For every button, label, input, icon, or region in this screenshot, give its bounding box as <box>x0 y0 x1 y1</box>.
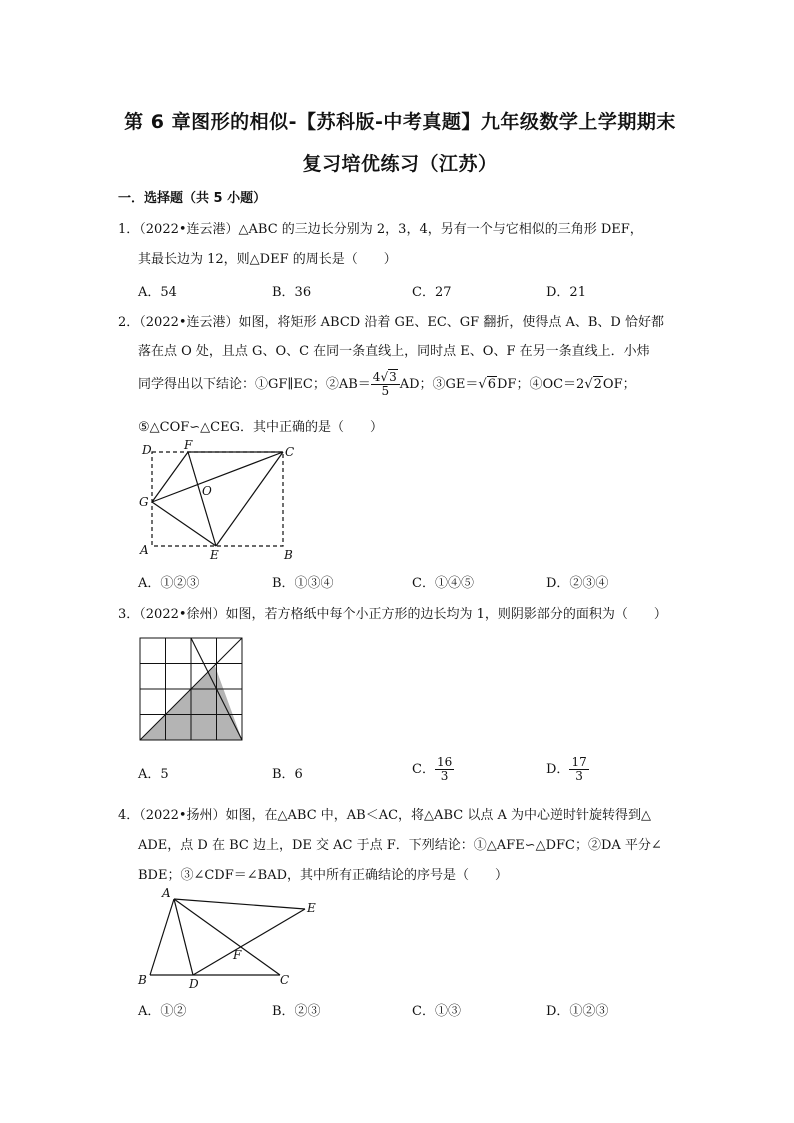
q2-option-b[interactable]: B．①③④ <box>272 576 334 591</box>
q3-option-c-fraction <box>435 756 454 783</box>
q4-label-d: D <box>189 977 199 991</box>
q2-fraction-ab: $\frac{4√3}{5}$ <box>371 371 400 398</box>
q4-text-line1: 4．（2022•扬州）如图，在△ABC 中，AB＜AC，将△ABC 以点 A 为中心逆时针旋转得到△ <box>118 808 651 823</box>
q2-option-a[interactable]: A．①②③ <box>138 576 200 591</box>
q2-label-c: C <box>285 445 295 459</box>
q2-text-line4: ⑤△COF∽△CEG．其中正确的是（ ） <box>138 420 383 435</box>
q2-line-ec <box>216 452 283 546</box>
q2-text-line3d: OF； <box>602 377 636 392</box>
q2-frac-num-coef: 4 <box>372 370 381 384</box>
q2-option-d[interactable]: D．②③④ <box>546 576 609 591</box>
q4-label-f: F <box>233 948 242 962</box>
q4-line-ab <box>150 899 174 975</box>
q2-text-line3a: 同学得出以下结论：①GF∥EC；②AB＝ <box>138 377 371 392</box>
q4-label-b: B <box>138 973 147 987</box>
q4-triangle-figure <box>130 884 330 992</box>
q3-option-d-prefix: D． <box>546 762 570 777</box>
q3-option-b[interactable]: B．6 <box>272 767 303 782</box>
q1-option-c[interactable]: C．27 <box>412 285 452 300</box>
q3-option-d-den: 3 <box>575 769 583 783</box>
q3-option-a[interactable]: A．5 <box>138 767 169 782</box>
q2-rectangle-figure <box>130 440 300 565</box>
q2-label-d: D <box>142 443 152 457</box>
q3-option-d-fraction <box>569 756 588 783</box>
page-title-line1: 第 6 章图形的相似-【苏科版-中考真题】九年级数学上学期期末 <box>124 111 676 133</box>
q1-text-line2: 其最长边为 12，则△DEF 的周长是（ ） <box>138 252 397 267</box>
q1-option-a[interactable]: A．54 <box>138 285 177 300</box>
q3-option-c[interactable] <box>412 756 454 783</box>
q3-option-d-num: 17 <box>571 755 587 769</box>
q3-text-line1: 3．（2022•徐州）如图，若方格纸中每个小正方形的边长均为 1，则阴影部分的面积为（ ） <box>118 607 667 622</box>
q3-option-c-den: 3 <box>440 769 449 783</box>
q2-line-gc <box>152 452 283 502</box>
q2-label-f: F <box>184 438 193 452</box>
page-title-line2: 复习培优练习（江苏） <box>302 153 498 175</box>
q2-label-a: A <box>140 543 149 557</box>
q2-text-line2: 落在点 O 处，且点 G、O、C 在同一条直线上，同时点 E、O、F 在另一条直线上．小炜 <box>138 344 650 359</box>
q4-text-line2: ADE，点 D 在 BC 边上，DE 交 AC 于点 F．下列结论：①△AFE∽△DFC；②DA 平分∠ <box>138 838 662 853</box>
q2-line-ge <box>152 502 216 546</box>
q3-grid-figure <box>138 636 244 742</box>
q2-radicand-ge: 6 <box>487 377 496 392</box>
q2-line-fe <box>188 452 216 546</box>
q2-text-line3: 同学得出以下结论：①GF∥EC；②AB＝ $\frac{4√3}{5}$ AD；③GE＝√6DF；④OC＝2√2OF； <box>138 370 636 398</box>
q1-option-b[interactable]: B．36 <box>272 285 312 300</box>
q3-option-c-num: 16 <box>436 755 453 769</box>
q2-option-c[interactable]: C．①④⑤ <box>412 576 474 591</box>
q2-radicand-oc: 2 <box>593 377 602 392</box>
q2-text-line1: 2．（2022•连云港）如图，将矩形 ABCD 沿着 GE、EC、GF 翻折，使得点 A、B、D 恰好都 <box>118 315 664 330</box>
q3-option-c-prefix: C． <box>412 762 435 777</box>
q2-frac-num-radicand: 3 <box>389 370 397 384</box>
q4-line-ae <box>174 899 305 909</box>
q4-option-c[interactable]: C．①③ <box>412 1004 461 1019</box>
q4-label-c: C <box>280 973 290 987</box>
q4-option-a[interactable]: A．①② <box>138 1004 187 1019</box>
q4-option-b[interactable]: B．②③ <box>272 1004 321 1019</box>
q2-label-o: O <box>202 484 212 498</box>
q2-label-b: B <box>284 548 293 562</box>
q1-option-d[interactable]: D．21 <box>546 285 586 300</box>
q4-label-e: E <box>307 901 316 915</box>
q2-rect-abcd <box>152 452 283 546</box>
q2-frac-den: 5 <box>381 384 390 398</box>
q4-label-a: A <box>162 886 171 900</box>
q2-text-line3b: AD；③GE＝ <box>399 377 479 392</box>
q4-text-line3: BDE；③∠CDF＝∠BAD，其中所有正确结论的序号是（ ） <box>138 868 509 883</box>
q4-line-de <box>193 909 305 975</box>
section-heading: 一．选择题（共 5 小题） <box>118 191 267 206</box>
q2-text-line3c: DF；④OC＝2 <box>497 377 585 392</box>
q2-label-g: G <box>139 495 149 509</box>
q3-option-d[interactable] <box>546 756 589 783</box>
q4-option-d[interactable]: D．①②③ <box>546 1004 609 1019</box>
q2-label-e: E <box>210 548 219 562</box>
q1-text-line1: 1．（2022•连云港）△ABC 的三边长分别为 2，3，4，另有一个与它相似的三角形 DEF， <box>118 222 643 237</box>
